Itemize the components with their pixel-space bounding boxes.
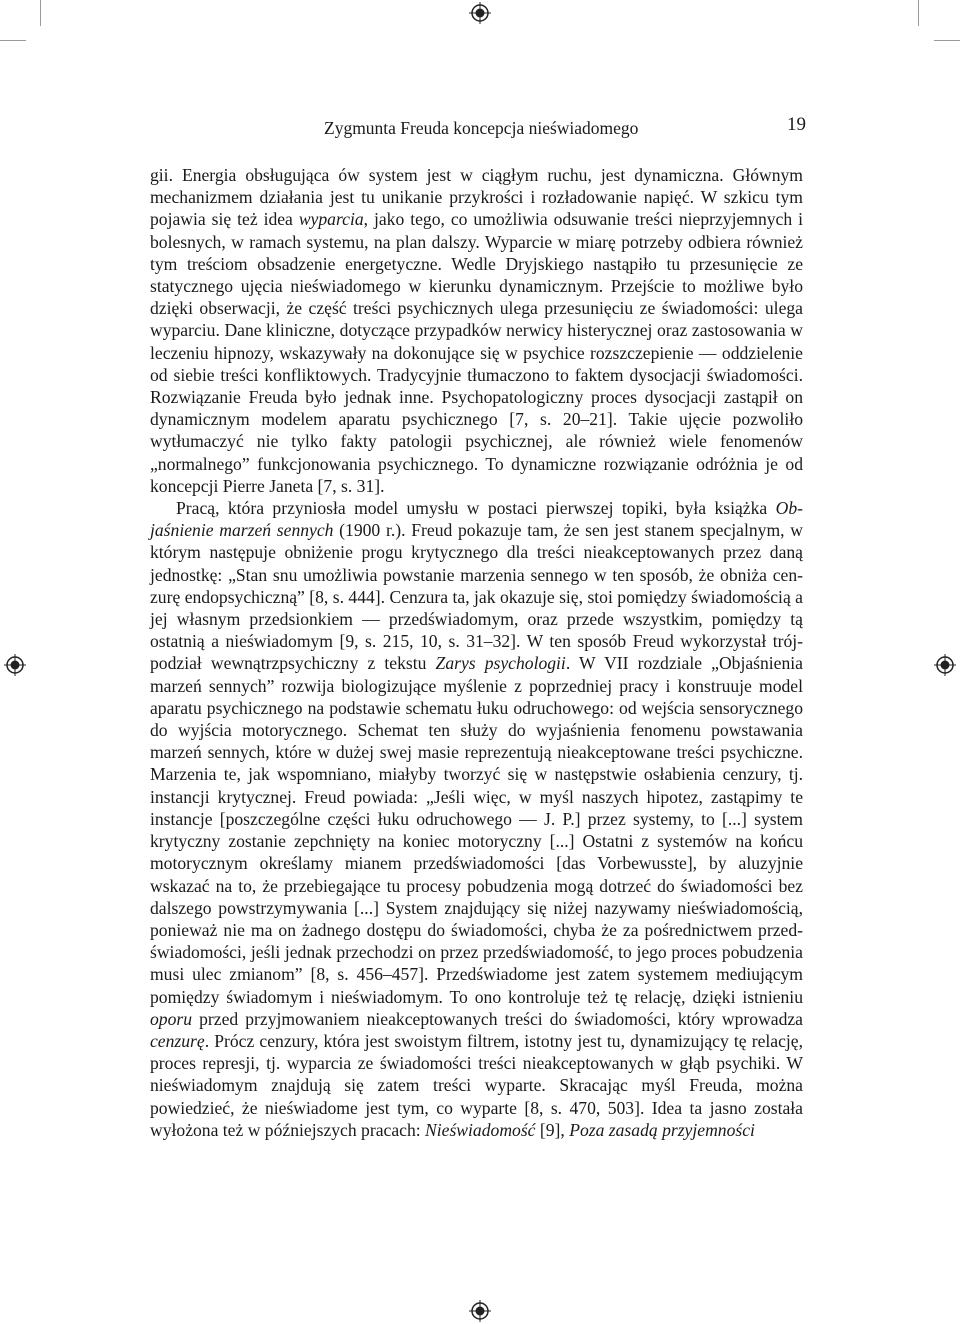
running-header: [150, 114, 806, 140]
body-text: [150, 164, 803, 1141]
registration-mark-icon: [469, 2, 491, 24]
book-title: Objaśnienie marzeń sennych: [150, 498, 803, 541]
paragraph-1: gii. Energia obsługująca ów system jest w ciągłym ruchu, jest dynamiczna. Głównym mechanizmem działania jest tu unikanie przykrości i rozładowanie napięć. W szkicu tym pojawia się też idea wyparcia, jako tego, co umożliwia odsuwanie treści nieprzyjemnych i bolesnych, w ramach systemu, na plan dalszy. Wyparcie w miarę potrzeby odbiera również tym treściom obsadzenie energetyczne. Wedle Dryjskiego nastąpiło tu przesunięcie ze statycznego ujęcia nieświadomego w kierunku dynamicznym. Przejście to możliwe było dzięki obserwacji, że część treści psychicznych ulega przesunięciu ze świadomości: ulega wyparciu. Dane kliniczne, dotyczące przypadków nerwicy histerycznej oraz zastosowania w leczeniu hipnozy, wskazywały na dokonujące się w psychice rozszczepienie — oddzielenie od siebie treści konfliktowych. Tradycyjnie tłumaczono to faktem dysocjacji świadomości. Rozwiązanie Freuda było jednak inne. Psychopatologiczny proces dysocjacji zastąpił on dynamicznym modelem aparatu psychicznego [7, s. 20–21]. Takie ujęcie pozwoliło wytłumaczyć nie tylko fakty patologii psychicznej, ale również wiele fenomenów „normalnego” funkcjonowania psychicznego. To dynamiczne rozwiązanie odróżnia je od koncepcji Pierre Janeta [7, s. 31].: [150, 165, 803, 496]
italic-term: cenzurę: [150, 1030, 205, 1051]
crop-mark-top-right: [918, 0, 919, 26]
page-number: 19: [787, 114, 806, 135]
registration-mark-icon: [4, 654, 26, 676]
book-title: Zarys psychologii: [435, 653, 566, 674]
italic-term: oporu: [150, 1008, 193, 1029]
crop-mark-top-right-h: [934, 40, 960, 41]
paragraph-2: Pracą, która przyniosła model umysłu w postaci pierwszej topiki, była książka Objaśnienie marzeń sennych (1900 r.). Freud pokazuje tam, że sen jest stanem specjalnym, w którym następuje obniżenie progu krytycznego dla treści nieakceptowanych przez daną jednostkę: „Stan snu umożliwia powstanie marzenia sennego w ten sposób, że obniża cenzurę endopsychiczną” [8, s. 444]. Cenzura ta, jak okazuje się, stoi pomiędzy świadomością a jej własnym przedsionkiem — przedświadomym, oraz przede wszystkim, pomiędzy tą ostatnią a nieświadomym [9, s. 215, 10, s. 31–32]. W ten sposób Freud wykorzystał trójpodział wewnątrzpsychiczny z tekstu Zarys psychologii. W VII rozdziale „Objaśnienia marzeń sennych” rozwija biologizujące myślenie z poprzedniej pracy i konstruuje model aparatu psychicznego na podstawie schematu łuku odruchowego: od wejścia sensorycznego do wyjścia motorycznego. Schemat ten służy do wyjaśnienia fenomenu powstawania marzeń sennych, które w dużej swej masie reprezentują nieakceptowane treści psychiczne. Marzenia te, jak wspomniano, miałyby tworzyć się w następstwie osłabienia cenzury, tj. instancji krytycznej. Freud powiada: „Jeśli więc, w myśl naszych hipotez, zastąpimy te instancje [poszczególne części łuku odruchowego — J. P.] przez systemy, to [...] system krytyczny zostanie zepchnięty na koniec motoryczny [...] Ostatni z systemów na końcu motorycznym określamy mianem przedświadomości [das Vorbewusste], by aluzyjnie wskazać na to, że przebiegające tu procesy pobudzenia mogą dotrzeć do świadomości bez dalszego powstrzymywania [...] System znajdujący się niżej nazywamy nieświadomością, ponieważ nie ma on żadnego dostępu do świadomości, chyba że za pośrednictwem przedświadomości, jeśli jednak przechodzi on przez przedświadomość, to jego proces pobudzenia musi ulec zmianom” [8, s. 456–457]. Przedświadome jest zatem systemem mediującym pomiędzy świadomym i nieświadomym. To ono kontroluje też tę relację, dzięki istnieniu oporu przed przyjmowaniem nieakceptowanych treści do świadomości, który wprowadza cenzurę. Prócz cenzury, która jest swoistym filtrem, istotny jest tu, dynamizujący tę relację, proces represji, tj. wyparcia ze świadomości treści nieakceptowanych w głąb psychiki. W nieświadomym znajdują się zatem treści wyparte. Skracając myśl Freuda, można powiedzieć, że nieświadome jest tym, co wyparte [8, s. 470, 503]. Idea ta jasno została wyłożona też w późniejszych pracach: Nieświadomość [9], Poza zasadą przyjemności: [150, 498, 803, 1140]
registration-mark-icon: [934, 654, 956, 676]
book-title: Nieświadomość: [425, 1119, 536, 1140]
crop-mark-top-left-h: [0, 40, 26, 41]
crop-mark-top-left: [40, 0, 41, 26]
italic-term: wyparcia: [298, 209, 364, 230]
registration-mark-icon: [469, 1300, 491, 1322]
book-title: Poza zasadą przyjemności: [569, 1119, 755, 1140]
running-title: Zygmunta Freuda koncepcja nieświadomego: [324, 118, 639, 138]
